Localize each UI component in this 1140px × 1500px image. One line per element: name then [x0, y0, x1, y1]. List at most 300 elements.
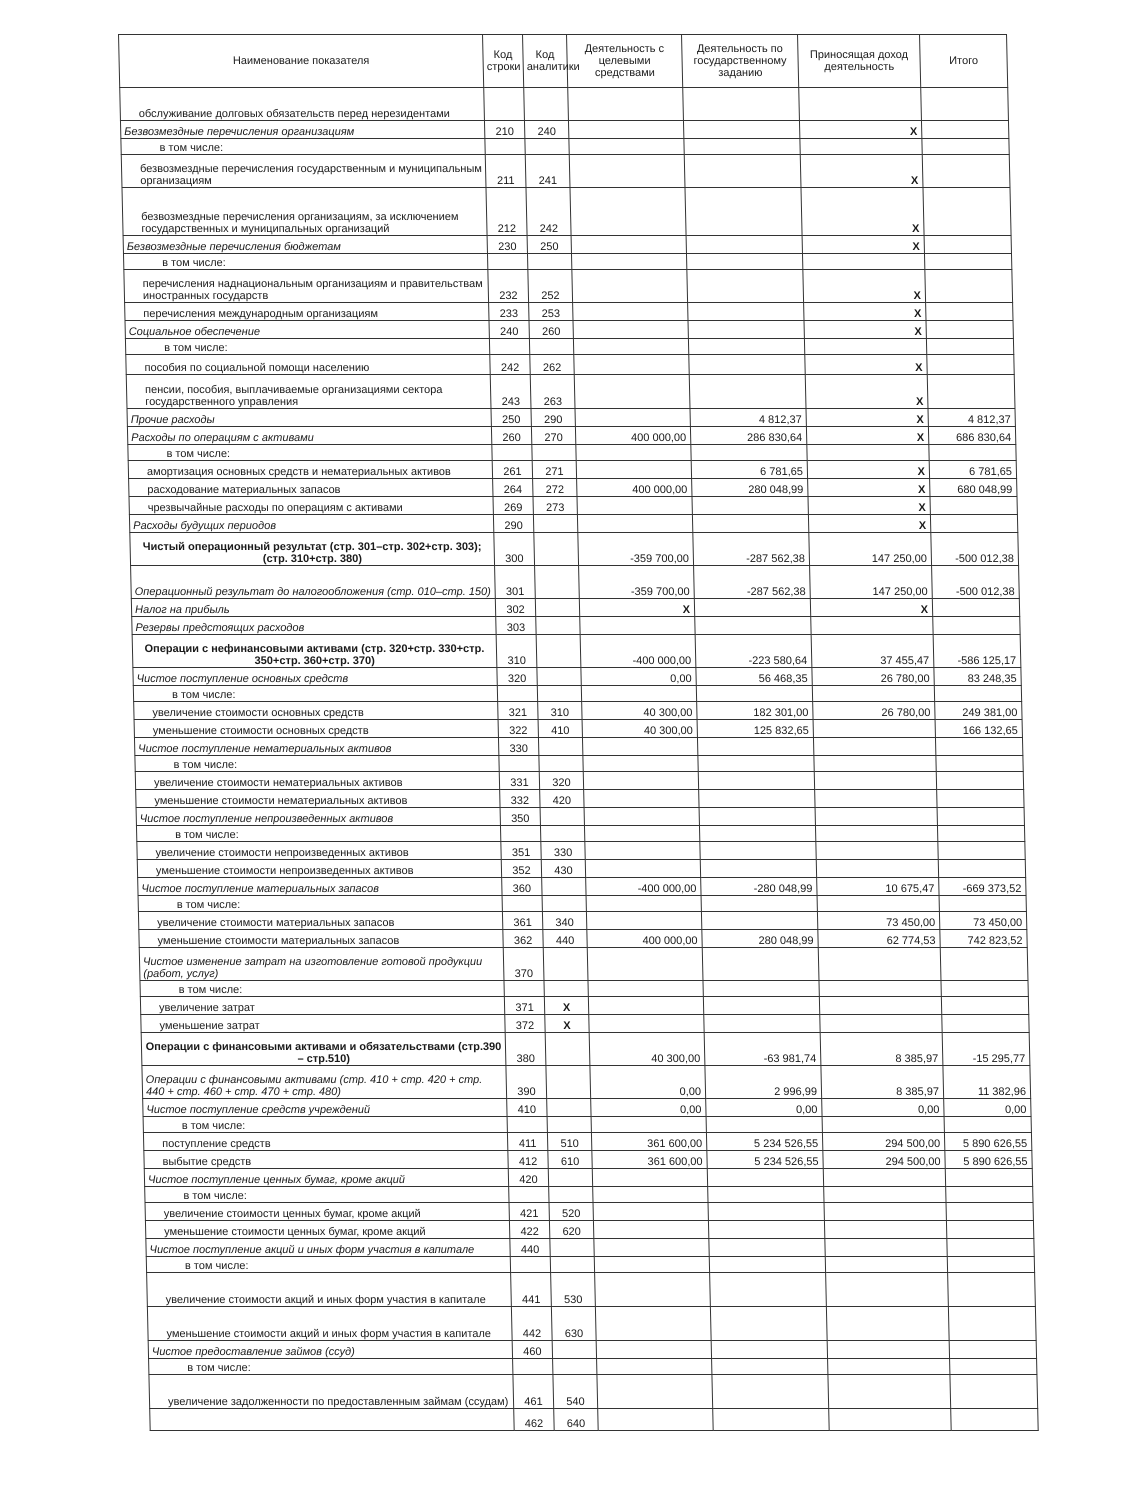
row-value-income: X [802, 236, 924, 254]
row-value-state-task [700, 842, 816, 860]
table-row [140, 981, 1028, 997]
row-value-income [814, 772, 936, 790]
row-value-income [822, 1117, 944, 1133]
row-value-total [940, 948, 1028, 981]
row-value-state-task [709, 1257, 825, 1273]
row-analytic-code [538, 738, 582, 756]
row-value-total: 5 890 626,55 [944, 1133, 1031, 1151]
row-value-state-task: -223 580,64 [695, 635, 812, 668]
row-value-state-task [696, 686, 812, 702]
row-value-income [816, 842, 938, 860]
row-value-state-task: 5 234 526,55 [706, 1133, 822, 1151]
row-analytic-code: 310 [538, 702, 582, 720]
row-value-total [949, 1341, 1036, 1359]
row-value-state-task [689, 355, 805, 375]
row-value-state-task [708, 1187, 824, 1203]
row-value-targeted: 40 300,00 [589, 1033, 705, 1066]
row-value-targeted [585, 842, 700, 860]
row-analytic-code [533, 515, 577, 533]
row-name: Резервы предстоящих расходов [132, 617, 496, 635]
row-name: Чистое поступление акций и иных форм участия в капитале [146, 1239, 510, 1257]
row-value-income [819, 981, 941, 997]
row-code: 301 [495, 566, 536, 599]
row-value-total [930, 497, 1017, 515]
row-value-state-task [703, 981, 819, 997]
row-value-income [818, 948, 941, 981]
row-code: 269 [493, 497, 533, 515]
row-value-income: X [806, 409, 928, 427]
table-row [136, 808, 1024, 826]
row-value-targeted: 400 000,00 [587, 930, 702, 948]
row-value-income: 62 774,53 [818, 930, 940, 948]
row-value-state-task [703, 997, 819, 1015]
header-name: Наименование показателя [119, 35, 484, 88]
row-code: 371 [504, 997, 544, 1015]
table-row [139, 948, 1028, 981]
row-name [150, 1409, 514, 1431]
row-analytic-code [548, 1169, 592, 1187]
row-code: 310 [496, 635, 537, 668]
row-value-total: 742 823,52 [940, 930, 1027, 948]
row-value-targeted [580, 617, 695, 635]
row-value-total [922, 139, 1009, 155]
row-value-income [804, 339, 926, 355]
row-value-state-task: 6 781,65 [691, 461, 807, 479]
row-value-targeted [570, 188, 686, 236]
row-value-income: X [808, 515, 930, 533]
row-value-total [929, 445, 1016, 461]
row-value-state-task [688, 303, 804, 321]
row-value-targeted: -359 700,00 [578, 533, 694, 566]
row-code: 250 [491, 409, 531, 427]
row-code: 210 [484, 121, 524, 139]
table-body [120, 88, 1038, 1431]
row-analytic-code: 610 [548, 1151, 592, 1169]
row-value-targeted [594, 1257, 709, 1273]
row-value-income: 73 450,00 [817, 912, 939, 930]
row-analytic-code [544, 981, 588, 997]
row-value-income [828, 1375, 951, 1409]
table-row [146, 1239, 1034, 1257]
row-code: 330 [498, 738, 538, 756]
table-row [120, 121, 1008, 139]
row-code: 362 [503, 930, 543, 948]
row-name: Социальное обеспечение [125, 321, 489, 339]
row-value-state-task: 0,00 [706, 1099, 822, 1117]
table-row [139, 930, 1027, 948]
row-name: в том числе: [125, 339, 489, 355]
table-row [134, 720, 1022, 738]
header-row-code: Код строки [483, 35, 524, 88]
row-code: 230 [487, 236, 527, 254]
table-header-row [119, 35, 1008, 88]
row-name: пособия по социальной помощи населению [126, 355, 490, 375]
table-row [149, 1375, 1038, 1409]
row-value-total [948, 1307, 1036, 1341]
row-value-targeted [574, 355, 689, 375]
row-value-income [827, 1341, 949, 1359]
row-value-total: 5 890 626,55 [945, 1151, 1032, 1169]
row-value-targeted: 400 000,00 [577, 479, 692, 497]
row-analytic-code: 320 [539, 772, 583, 790]
row-value-targeted [583, 756, 698, 772]
row-analytic-code: 263 [530, 375, 575, 409]
row-value-total: 0,00 [944, 1099, 1031, 1117]
row-value-state-task: 286 830,64 [690, 427, 806, 445]
row-value-income: 294 500,00 [822, 1133, 944, 1151]
row-value-targeted: -359 700,00 [579, 566, 695, 599]
row-analytic-code [547, 1099, 591, 1117]
row-value-income [814, 756, 936, 772]
row-name: в том числе: [133, 686, 497, 702]
row-name: Прочие расходы [127, 409, 491, 427]
row-name: Расходы по операциям с активами [127, 427, 491, 445]
row-value-total [939, 896, 1026, 912]
row-value-total [941, 997, 1028, 1015]
table-row [136, 790, 1024, 808]
row-value-targeted [577, 497, 692, 515]
table-row [122, 188, 1011, 236]
row-value-state-task: 2 996,99 [705, 1066, 822, 1099]
row-name: увеличение стоимости материальных запасов [138, 912, 502, 930]
row-analytic-code: 253 [529, 303, 573, 321]
row-value-income: X [808, 479, 930, 497]
row-value-targeted [583, 772, 698, 790]
row-value-state-task [688, 321, 804, 339]
row-value-targeted [576, 445, 691, 461]
row-value-total [946, 1203, 1033, 1221]
row-code: 320 [497, 668, 537, 686]
row-value-total [938, 842, 1025, 860]
header-total: Итого [920, 35, 1008, 88]
row-value-targeted [591, 1117, 706, 1133]
row-value-state-task [694, 599, 810, 617]
row-value-targeted [597, 1359, 712, 1375]
row-value-total: 11 382,96 [943, 1066, 1031, 1099]
row-value-income: X [808, 497, 930, 515]
row-value-targeted [573, 303, 688, 321]
row-analytic-code: 330 [541, 842, 585, 860]
row-code: 410 [507, 1099, 547, 1117]
table-row [132, 617, 1020, 635]
row-value-targeted: 361 600,00 [591, 1133, 706, 1151]
row-analytic-code [553, 1359, 597, 1375]
row-analytic-code [542, 896, 586, 912]
row-value-total [924, 254, 1011, 270]
row-value-income: 147 250,00 [810, 566, 933, 599]
row-value-total: 166 132,65 [935, 720, 1022, 738]
row-value-total [933, 617, 1020, 635]
row-value-state-task [712, 1375, 829, 1409]
row-value-state-task [699, 826, 815, 842]
table-row [131, 566, 1020, 599]
row-value-state-task [686, 236, 802, 254]
row-value-targeted [592, 1169, 707, 1187]
row-value-total [944, 1117, 1031, 1133]
row-value-income: X [807, 461, 929, 479]
row-value-income [812, 686, 934, 702]
row-value-state-task [712, 1359, 828, 1375]
row-value-targeted [595, 1307, 711, 1341]
row-value-state-task [697, 738, 813, 756]
table-row [146, 1257, 1034, 1273]
row-value-total [947, 1257, 1034, 1273]
row-analytic-code: 250 [527, 236, 571, 254]
row-code: 300 [494, 533, 535, 566]
row-value-state-task [711, 1341, 827, 1359]
row-value-income [819, 997, 941, 1015]
row-code: 442 [511, 1307, 552, 1341]
row-name: в том числе: [128, 445, 492, 461]
row-value-targeted: 0,00 [591, 1099, 706, 1117]
row-code: 321 [498, 702, 538, 720]
row-code: 461 [513, 1375, 554, 1409]
row-analytic-code [524, 88, 569, 121]
row-value-total [937, 826, 1024, 842]
row-value-state-task: -280 048,99 [701, 878, 817, 896]
row-value-total: 249 381,00 [935, 702, 1022, 720]
row-value-income [829, 1409, 951, 1431]
table-row [131, 599, 1019, 617]
table-row [127, 427, 1015, 445]
row-name: Расходы будущих периодов [129, 515, 493, 533]
row-analytic-code [547, 1117, 591, 1133]
row-code: 240 [489, 321, 529, 339]
row-code: 322 [498, 720, 538, 738]
row-value-total: -500 012,38 [931, 533, 1019, 566]
row-analytic-code [552, 1341, 596, 1359]
row-value-targeted: 40 300,00 [582, 720, 697, 738]
table-row [145, 1221, 1033, 1239]
row-value-total [946, 1187, 1033, 1203]
row-name: Безвозмездные перечисления организациям [120, 121, 484, 139]
row-value-state-task: 125 832,65 [697, 720, 813, 738]
row-value-income: X [801, 188, 924, 236]
row-value-total [950, 1375, 1038, 1409]
table-row [129, 497, 1017, 515]
table-row [121, 155, 1010, 188]
row-value-targeted [582, 738, 697, 756]
row-value-total: 6 781,65 [929, 461, 1016, 479]
row-name: увеличение стоимости ценных бумаг, кроме акций [145, 1203, 509, 1221]
row-analytic-code [540, 808, 584, 826]
table-row [137, 860, 1025, 878]
row-name: Операции с финансовыми активами и обязательствами (стр.390 – стр.510) [141, 1033, 506, 1066]
row-value-targeted: -400 000,00 [580, 635, 696, 668]
row-analytic-code: 252 [528, 270, 573, 303]
row-name: в том числе: [136, 826, 500, 842]
table-row [144, 1151, 1032, 1169]
row-code [513, 1359, 553, 1375]
row-name: Чистое поступление материальных запасов [138, 878, 502, 896]
row-name: увеличение затрат [140, 997, 504, 1015]
row-analytic-code [537, 668, 581, 686]
row-value-total [927, 355, 1014, 375]
row-code [510, 1257, 550, 1273]
row-value-targeted [598, 1409, 713, 1431]
row-value-income: X [810, 599, 932, 617]
table-row [130, 533, 1019, 566]
table-row [124, 270, 1013, 303]
row-value-targeted: 400 000,00 [575, 427, 690, 445]
row-code: 303 [496, 617, 536, 635]
row-analytic-code [529, 339, 573, 355]
row-code [502, 896, 542, 912]
row-code [484, 88, 525, 121]
row-value-total [947, 1239, 1034, 1257]
table-row [137, 842, 1025, 860]
row-value-total [950, 1359, 1037, 1375]
row-value-targeted [588, 997, 703, 1015]
row-code: 351 [501, 842, 541, 860]
row-analytic-code: 530 [551, 1273, 596, 1307]
row-value-targeted [573, 339, 688, 355]
row-value-income: 147 250,00 [809, 533, 932, 566]
row-value-state-task [698, 756, 814, 772]
table-row [135, 756, 1023, 772]
row-analytic-code: X [545, 1015, 589, 1033]
row-value-targeted [573, 321, 688, 339]
row-code: 420 [508, 1169, 548, 1187]
row-value-state-task [692, 497, 808, 515]
row-value-total: 73 450,00 [939, 912, 1026, 930]
row-code: 264 [493, 479, 533, 497]
row-value-state-task [683, 121, 799, 139]
row-analytic-code [545, 1033, 590, 1066]
financial-results-table [118, 34, 1039, 1431]
table-row [143, 1099, 1031, 1117]
row-name: Чистое поступление нематериальных активов [134, 738, 498, 756]
row-value-state-task [687, 270, 804, 303]
header-analytic-code: Код аналитики [523, 35, 568, 88]
row-value-income: X [800, 155, 923, 188]
row-value-total [926, 339, 1013, 355]
row-name: пенсии, пособия, выплачиваемые организациями сектора государственного управления [126, 375, 491, 409]
row-name: увеличение стоимости непроизведенных активов [137, 842, 501, 860]
row-value-total [930, 515, 1017, 533]
row-code: 360 [502, 878, 542, 896]
row-value-total [937, 808, 1024, 826]
row-value-state-task [684, 139, 800, 155]
row-code [489, 339, 529, 355]
row-name: Чистое предоставление займов (ссуд) [148, 1341, 512, 1359]
row-value-targeted [594, 1239, 709, 1257]
row-value-total: 680 048,99 [930, 479, 1017, 497]
row-analytic-code: 272 [533, 479, 577, 497]
row-name: уменьшение затрат [141, 1015, 505, 1033]
row-value-total [946, 1221, 1033, 1239]
row-value-state-task [699, 790, 815, 808]
row-analytic-code [540, 826, 584, 842]
row-name: увеличение стоимости основных средств [134, 702, 498, 720]
row-analytic-code [550, 1239, 594, 1257]
row-value-income: X [805, 355, 927, 375]
row-name: Чистое поступление средств учреждений [143, 1099, 507, 1117]
row-name: амортизация основных средств и нематериальных активов [128, 461, 492, 479]
row-value-total [948, 1273, 1036, 1307]
row-name: в том числе: [140, 981, 504, 997]
row-code: 390 [506, 1066, 547, 1099]
row-code: 350 [500, 808, 540, 826]
row-name: Чистое поступление ценных бумаг, кроме акций [144, 1169, 508, 1187]
row-value-total: 4 812,37 [928, 409, 1015, 427]
row-value-targeted [584, 808, 699, 826]
table-row [129, 479, 1017, 497]
row-name: поступление средств [143, 1133, 507, 1151]
row-value-state-task [710, 1273, 827, 1307]
row-value-income: 294 500,00 [823, 1151, 945, 1169]
row-value-targeted: 40 300,00 [582, 702, 697, 720]
row-value-income [811, 617, 933, 635]
row-code: 332 [500, 790, 540, 808]
row-analytic-code [536, 617, 580, 635]
row-value-income: 37 455,47 [811, 635, 934, 668]
row-value-income [815, 790, 937, 808]
row-value-state-task: 56 468,35 [696, 668, 812, 686]
row-name: перечисления международным организациям [125, 303, 489, 321]
table-row [134, 738, 1022, 756]
row-value-income: X [804, 303, 926, 321]
row-value-income [826, 1307, 949, 1341]
row-value-total [934, 686, 1021, 702]
row-analytic-code [539, 756, 583, 772]
row-value-targeted [568, 88, 684, 121]
row-code [507, 1117, 547, 1133]
table-row [147, 1307, 1036, 1341]
table-row [123, 254, 1011, 270]
table-row [138, 896, 1026, 912]
row-value-total [932, 599, 1019, 617]
row-name: в том числе: [138, 896, 502, 912]
row-name: уменьшение стоимости нематериальных активов [136, 790, 500, 808]
row-value-targeted [575, 409, 690, 427]
row-analytic-code: 420 [540, 790, 584, 808]
row-value-income [823, 1169, 945, 1187]
row-analytic-code: 410 [538, 720, 582, 738]
row-value-state-task [713, 1409, 829, 1431]
row-value-income [807, 445, 929, 461]
row-value-total [945, 1169, 1032, 1187]
row-value-state-task: 182 301,00 [697, 702, 813, 720]
row-name: в том числе: [123, 254, 487, 270]
row-value-targeted [589, 1015, 704, 1033]
row-code: 290 [493, 515, 533, 533]
row-value-state-task: -287 562,38 [694, 566, 811, 599]
row-code: 260 [491, 427, 531, 445]
row-analytic-code [546, 1066, 591, 1099]
row-value-total [927, 375, 1015, 409]
row-value-state-task [702, 948, 819, 981]
row-value-targeted [572, 270, 688, 303]
row-value-total [922, 155, 1010, 188]
row-name: уменьшение стоимости основных средств [134, 720, 498, 738]
row-value-targeted [587, 948, 703, 981]
table-row [128, 445, 1016, 461]
row-value-state-task [701, 912, 817, 930]
row-value-targeted: -400 000,00 [586, 878, 701, 896]
row-value-targeted [584, 826, 699, 842]
row-value-income [816, 860, 938, 878]
row-code: 422 [509, 1221, 549, 1239]
table-row [144, 1169, 1032, 1187]
row-value-total [921, 88, 1009, 121]
row-value-total: -586 125,17 [933, 635, 1021, 668]
row-name: безвозмездные перечисления организациям, за исключением государственных и муниципальных организаций [122, 188, 487, 236]
row-value-total [942, 1015, 1029, 1033]
row-analytic-code: 510 [547, 1133, 591, 1151]
row-analytic-code [537, 686, 581, 702]
row-analytic-code: 620 [549, 1221, 593, 1239]
